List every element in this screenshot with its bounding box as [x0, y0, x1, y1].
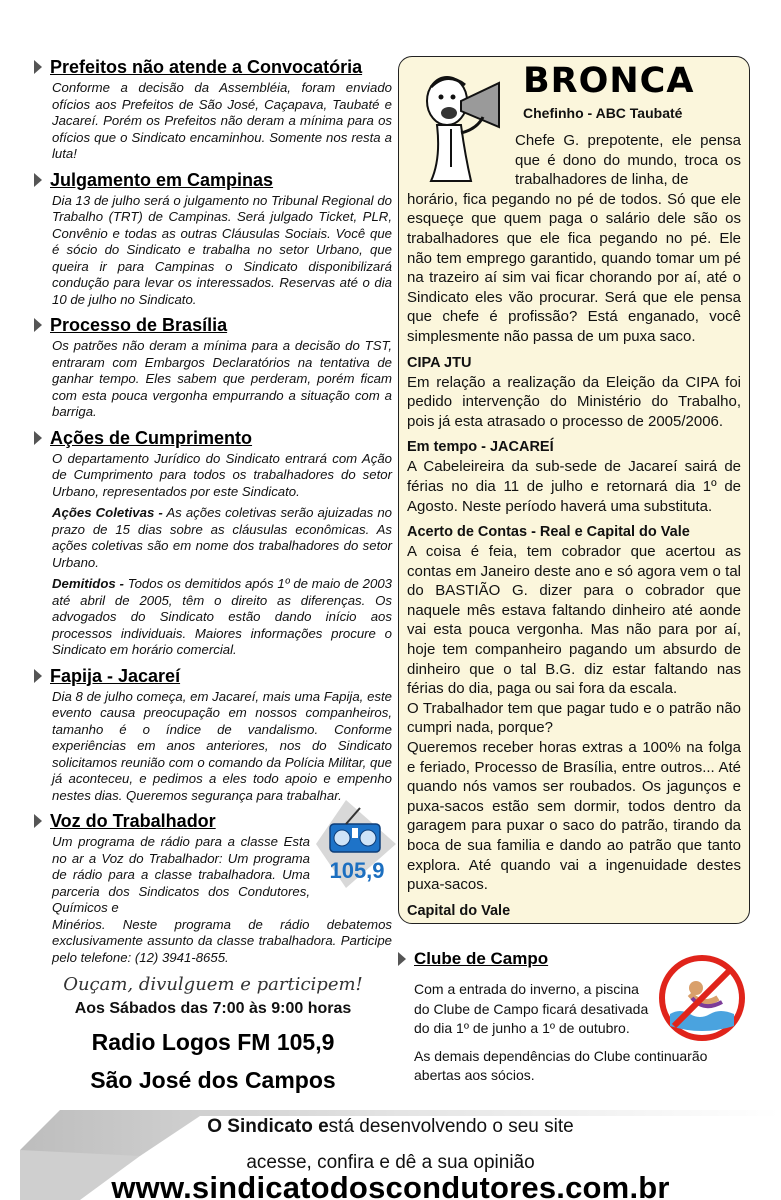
no-swimming-icon	[656, 952, 748, 1044]
section-body-continued: Minérios. Neste programa de rádio debatemos exclusivamente assunto da classe trabalhadora. Participe pelo telefone: (12) 3941-8655.	[52, 916, 392, 965]
demitidos-label: Demitidos -	[52, 576, 124, 591]
section-title: Processo de Brasília	[50, 315, 228, 335]
horas-extras-paragraph: Queremos receber horas extras a 100% na folga e feriado, Processo de Brasília, entre outros... Até quando nós vamos ser roubados. Os jagunços e puxa-sacos estão sem dormir, todos dentro da garagem para puxar o saco do patrão, tirando da boca de sua familia e dando ao patrão que tanto explora. Até quando vai a ingenuidade destes puxa-sacos.	[407, 739, 741, 894]
section-body: Dia 8 de julho começa, em Jacareí, mais uma Fapija, este evento causa preocupação em nossos companheiros, tamanho é o índice de vandalismo. Conforme experiências em anos anteriores, nos do Sindicato solicitamos reunião com o comando da Polícia Militar, que já aconteceu, e pedimos a eles todo apoio e empenho nestes dias. Queremos segurança para trabalhar.	[52, 688, 392, 803]
footer-url[interactable]: www.sindicatodoscondutores.com.br	[111, 1170, 670, 1200]
footer-line-1-bold: O Sindicato e	[207, 1116, 329, 1137]
section-voz-trabalhador	[34, 810, 392, 966]
capital-vale-heading: Capital do Vale	[407, 902, 511, 919]
acoes-coletivas-paragraph	[34, 505, 392, 571]
section-prefeitos	[34, 56, 392, 163]
section-title: Prefeitos não atende a Convocatória	[50, 57, 363, 77]
demitidos-paragraph	[34, 576, 392, 659]
section-processo-brasilia	[34, 314, 392, 421]
bronca-subtitle: Chefinho - ABC Taubaté	[523, 105, 683, 121]
section-title: Clube de Campo	[414, 949, 549, 968]
demitidos-body: Todos os demitidos após 1º de maio de 2003 até abril de 2005, têm o direito as diferenças. Os advogados do Sindicato estão dando início aos processos individuais. Maiores informações procure o Sindicato em horário comercial.	[52, 576, 392, 657]
section-fapija	[34, 665, 392, 805]
section-body: Dia 13 de julho será o julgamento no Tribunal Regional do Trabalho (TRT) de Campinas. Será julgado Ticket, PLR, Convênio e todas as outras Cláusulas Sociais. Você que é sócio do Sindicato e trabalha no setor Urbano, que queira ir para Campinas o Sindicato disponibilizará condução para levar os interessados. Reservas até o dia 10 de julho no Sindicato.	[52, 192, 392, 307]
section-title: Fapija - Jacareí	[50, 665, 181, 686]
section-body: Conforme a decisão da Assembléia, foram enviado ofícios aos Prefeitos de São José, Caçapava, Taubaté e Jacareí. Porém os Prefeitos não deram a mínima para os ofícios que o Sindicato encaminhou. Somente nos resta a luta!	[52, 80, 392, 161]
footer-line-1	[0, 1116, 781, 1138]
bronca-title: BRONCA	[523, 61, 695, 101]
em-tempo-paragraph: A Cabeleireira da sub-sede de Jacareí sairá de férias no dia 11 de julho e retornará dia 1º de Agosto. Neste período haverá uma substituta.	[407, 458, 741, 515]
capital-vale-paragraph	[407, 921, 741, 924]
acoes-coletivas-body: As ações coletivas serão ajuizadas no prazo de 15 dias sobre as cláusulas econômicas. As ações coletivas são em nome dos trabalhadores do setor Urbano.	[52, 505, 392, 570]
triangle-bullet-icon	[34, 60, 42, 74]
section-acoes-cumprimento	[34, 427, 392, 659]
acerto-contas-heading: Acerto de Contas - Real e Capital do Vale	[407, 524, 690, 541]
section-body: O departamento Jurídico do Sindicato entrará com Ação de Cumprimento para todos os trabalhadores do setor Urbano, representados por este Sindicato.	[52, 450, 392, 499]
section-body: Um programa de rádio para a classe Esta no ar a Voz do Trabalhador: Um programa de rádio para a classe trabalhadora. Uma parceria dos Sindicatos dos Condutores, Químicos e	[52, 834, 310, 915]
left-column	[34, 56, 392, 1094]
clube-paragraph-2: As demais dependências do Clube continuarão abertas aos sócios.	[414, 1047, 708, 1083]
section-clube-campo	[398, 948, 748, 1086]
radio-frequency-label: 105,9	[329, 858, 385, 883]
section-body: Os patrões não deram a mínima para a decisão do TST, entraram com Embargos Declaratórios na tentativa de ganhar tempo. Eles sabem que perderam, porém ficam com esta pouca vergonha empurrando a situação com a barriga.	[52, 338, 392, 419]
section-title: Ações de Cumprimento	[50, 427, 253, 448]
section-title: Voz do Trabalhador	[50, 811, 216, 831]
triangle-bullet-icon	[34, 431, 42, 445]
triangle-bullet-icon	[34, 173, 42, 187]
triangle-bullet-icon	[398, 952, 406, 966]
radio-icon	[316, 798, 398, 888]
bronca-paragraph-intro: Chefe G. prepotente, ele pensa que é dono do mundo, troca os trabalhadores de linha, de	[515, 132, 741, 189]
em-tempo-heading: Em tempo - JACAREÍ	[407, 439, 554, 456]
radio-city: São José dos Campos	[90, 1067, 336, 1093]
radio-name: Radio Logos FM 105,9	[91, 1029, 335, 1055]
footer	[0, 1108, 781, 1200]
acerto-contas-paragraph: A coisa é feia, tem cobrador que acertou as contas em Janeiro deste ano e só agora vem o tal do BASTIÃO G. dizer para o cobrador que naquele mês estava faltando dinheiro até aonde vai esta pouca vergonha. Mas não para por aí, hoje tem companheiro pagando um absurdo de dinheiro que o tal B.G. diz estar faltando nas férias do dia, paga ou sai fora da escala.	[407, 543, 741, 698]
shouting-man-megaphone-icon	[411, 63, 511, 183]
triangle-bullet-icon	[34, 669, 42, 683]
cipa-heading: CIPA JTU	[407, 354, 472, 371]
triangle-bullet-icon	[34, 318, 42, 332]
trabalhador-paragraph: O Trabalhador tem que pagar tudo e o patrão não cumpri nada, porque?	[407, 699, 741, 737]
cipa-paragraph: Em relação a realização da Eleição da CIPA foi pedido intervenção do Ministério do Trabalho, pois já esta atrasado o processo de 2005/2006.	[407, 373, 741, 430]
triangle-bullet-icon	[34, 814, 42, 828]
schedule: Aos Sábados das 7:00 às 9:00 horas	[74, 1000, 352, 1017]
footer-line-2: acesse, confira e dê a sua opinião	[246, 1152, 535, 1173]
acoes-coletivas-label: Ações Coletivas -	[52, 505, 163, 520]
footer-line-1-rest: stá desenvolvendo o seu site	[328, 1116, 574, 1137]
bronca-paragraph-continued: horário, fica pegando no pé de todos. Só que ele esqueçe que quem paga o salário dele são os trabalhadores que ele fica pegando no pé. Ele não tem emprego garantido, quando tomar um pé na trazeiro aí sim vai ficar chorando por aí, até o Sindicato eles vão procurar. Será que ele pensa que chefe é profissão? Está enganado, você simplesmente não passa de um puxa saco.	[407, 190, 741, 345]
section-julgamento	[34, 169, 392, 309]
slogan: Ouçam, divulguem e participem!	[63, 974, 363, 995]
clube-paragraph: Com a entrada do inverno, a piscina do Clube de Campo ficará desativada do dia 1º de junho a 1º de outubro.	[414, 981, 649, 1036]
section-title: Julgamento em Campinas	[50, 169, 274, 190]
bronca-box	[398, 56, 750, 924]
